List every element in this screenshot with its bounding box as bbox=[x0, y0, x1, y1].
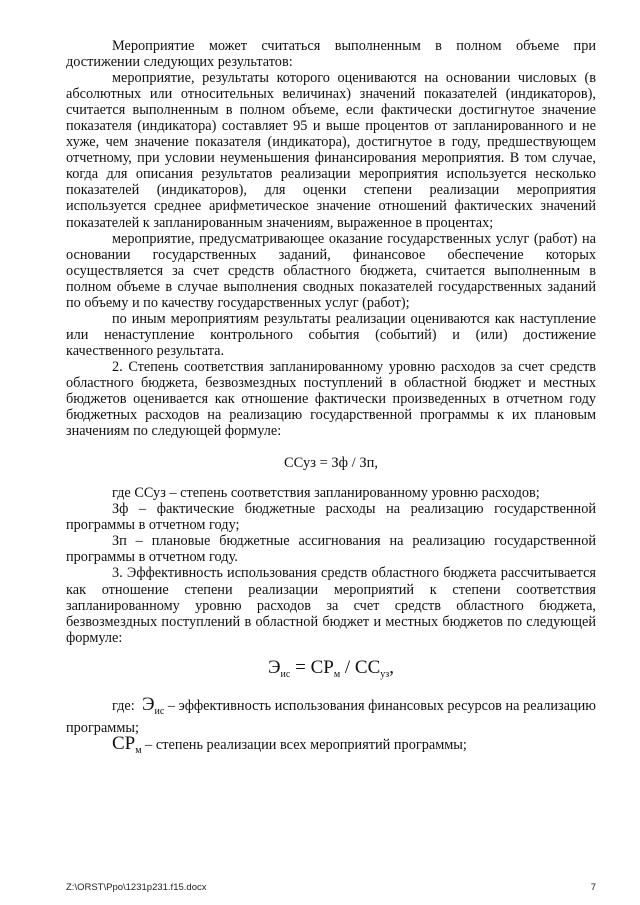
definition-text: – эффективность использования финансовых ресурсов на реализацию программы; bbox=[66, 697, 596, 736]
formula-subscript: уз bbox=[380, 668, 390, 680]
definition-efficiency bbox=[66, 693, 596, 736]
definition-implementation bbox=[66, 732, 596, 759]
paragraph: по иным мероприятиям результаты реализации оцениваются как наступление или ненаступление контрольного события (событий) и (или) достижение качественного результата. bbox=[66, 310, 596, 359]
formula-cost-compliance: ССуз = Зф / Зп, bbox=[284, 455, 378, 472]
paragraph: Зф – фактические бюджетные расходы на реализацию государственной программы в отчетном году; bbox=[66, 501, 596, 534]
formula-subscript: м bbox=[333, 668, 341, 680]
definition-text: – степень реализации всех мероприятий программы; bbox=[141, 736, 467, 753]
paragraph: где ССуз – степень соответствия запланированному уровню расходов; bbox=[112, 485, 540, 502]
formula-operator: = bbox=[290, 656, 311, 678]
document-page bbox=[66, 38, 596, 759]
formula-symbol: $Э_{ис}$ bbox=[141, 693, 165, 717]
paragraph: 2. Степень соответствия запланированному уровню расходов за счет средств областного бюджета, безвозмездных поступлений в областной бюджет и местных бюджетов оценивается как отношение фактически произведенных в отчетном году бюджетных расходов на реализацию государственной программы к их плановым значениям по следующей формуле: bbox=[66, 358, 596, 440]
paragraph: Зп – плановые бюджетные ассигнования на реализацию государственной программы в отчетном году. bbox=[66, 533, 596, 566]
paragraph: мероприятие, предусматривающее оказание государственных услуг (работ) на основании государственных заданий, финансовое обеспечение которых осуществляется за счет средств областного бюджета, считается выполненным в полном объеме в случае выполнения сводных показателей государственных заданий по объему и по качеству государственных услуг (работ); bbox=[66, 230, 596, 311]
formula-operator: , bbox=[389, 656, 394, 678]
formula-symbol: Э bbox=[268, 656, 281, 678]
paragraph: мероприятие, результаты которого оцениваются на основании числовых (в абсолютных или относительных величинах) значений показателей (индикаторов), считается выполненным в полном объеме, если фактически достигнутое значение показателя (индикатора) составляет 95 и выше процентов от запланированного и не хуже, чем значение показателя (индикатора), достигнутое в году, предшествующем отчетному, при условии неуменьшения финансирования мероприятия. В том случае, когда для описания результатов реализации мероприятия используется несколько показателей (индикаторов), для оценки степени реализации мероприятия используется среднее арифметическое значение отношений фактических значений показателей к запланированным значениям, выраженное в процентах; bbox=[66, 70, 596, 231]
formula-symbol: $СР_м$ bbox=[112, 732, 142, 756]
formula-efficiency bbox=[66, 656, 596, 683]
paragraph: Мероприятие может считаться выполненным в полном объеме при достижении следующих результатов: bbox=[66, 38, 596, 71]
footer-file-path: Z:\ORST\Ppo\1231p231.f15.docx bbox=[66, 882, 207, 893]
formula-operator: / bbox=[340, 656, 355, 678]
where-prefix: где: bbox=[112, 697, 135, 714]
page-number: 7 bbox=[590, 882, 596, 893]
formula-symbol: СР bbox=[310, 656, 334, 678]
paragraph: 3. Эффективность использования средств областного бюджета рассчитывается как отношение степени реализации мероприятий к степени соответствия запланированному уровню расходов за счет средств областного бюджета, безвозмездных поступлений в областной бюджет и местных бюджетов по следующей формуле: bbox=[66, 565, 596, 646]
formula-subscript: ис bbox=[280, 668, 291, 680]
formula-symbol: СС bbox=[354, 656, 381, 678]
